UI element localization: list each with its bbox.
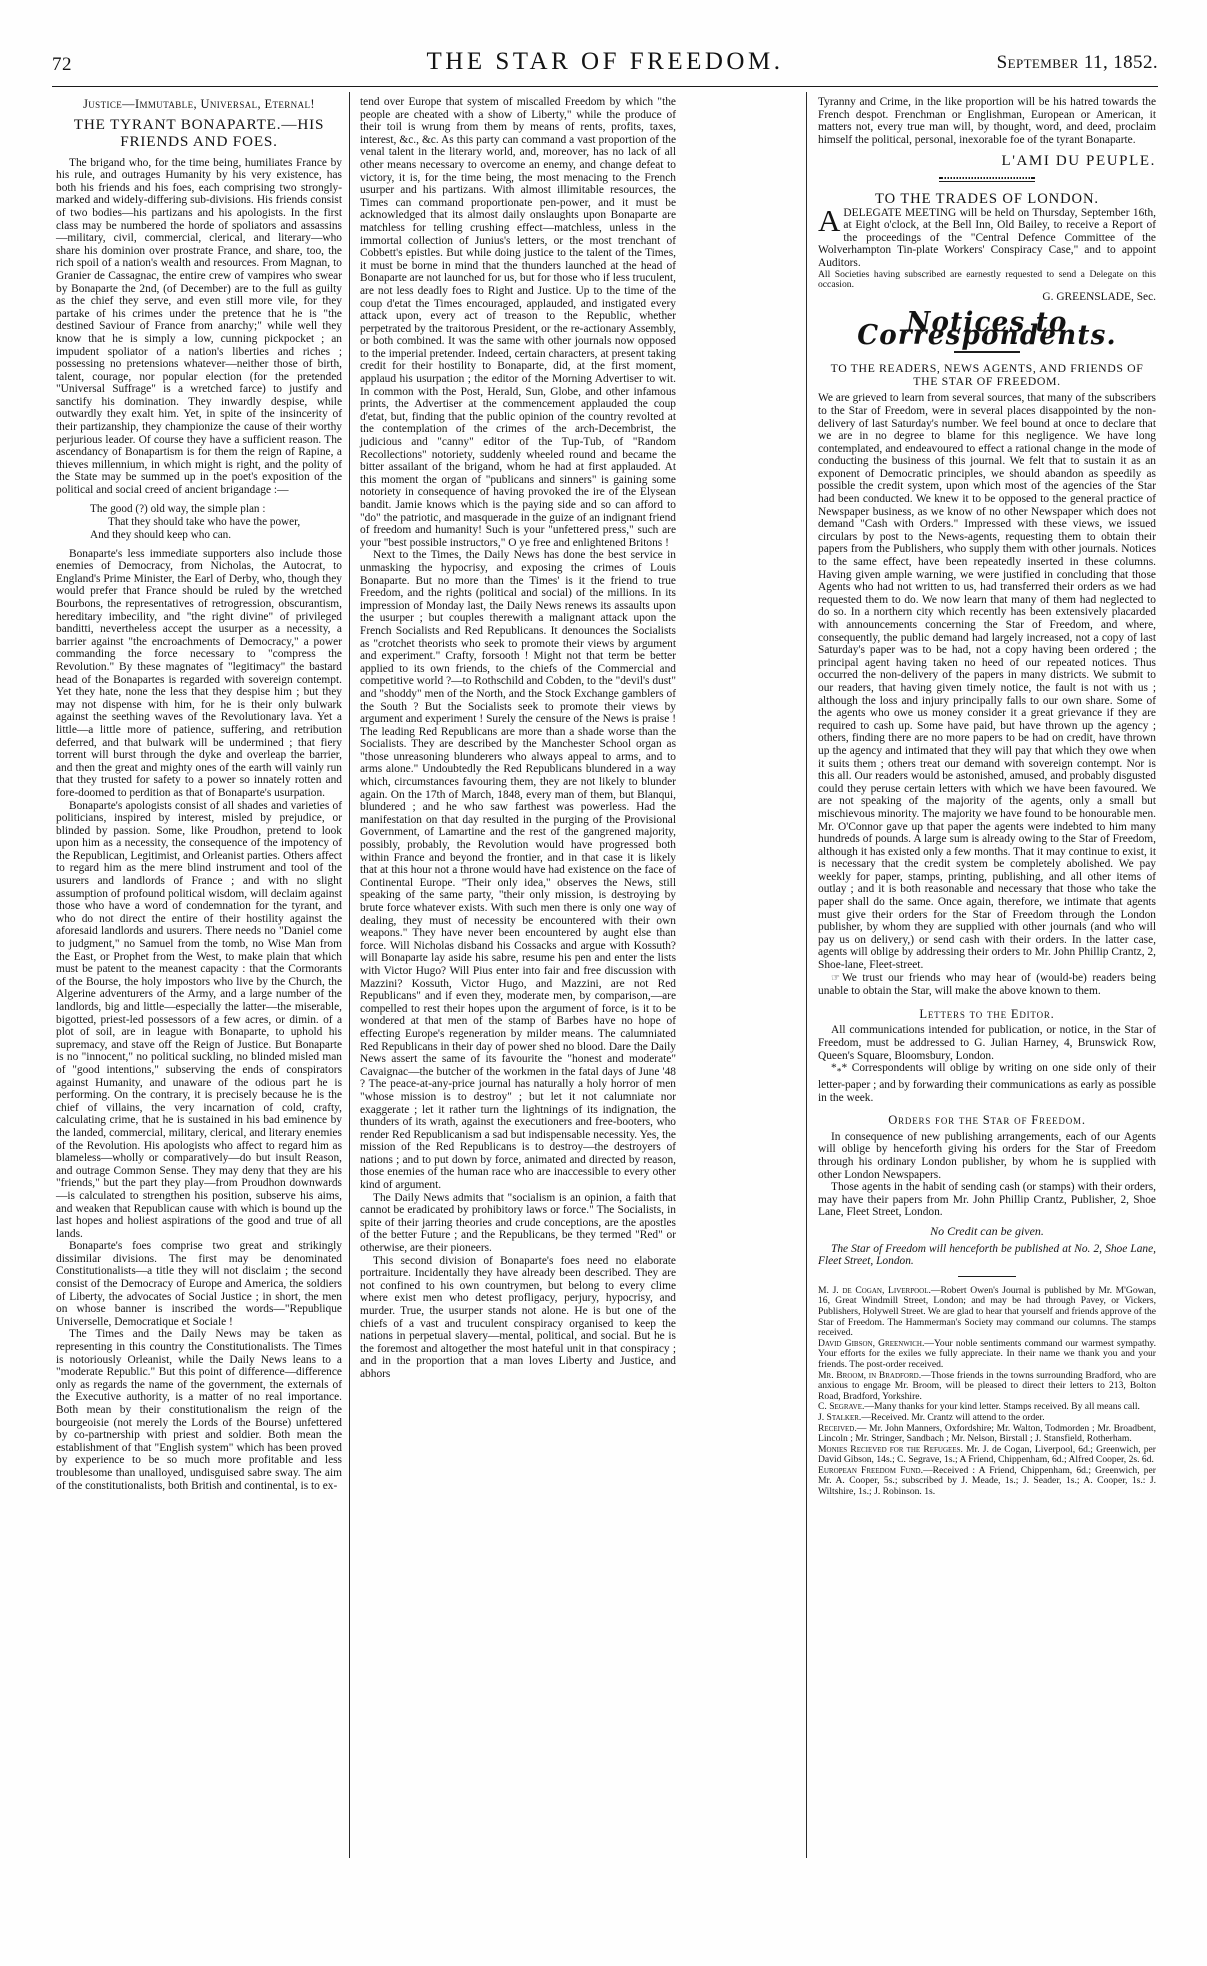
trades-notice-body <box>818 202 1156 270</box>
article-paragraph: The brigand who, for the time being, humiliates France by his rule, and outrages Humanity by his very existence, has both his friends and his foes, each comprising two strongly-marked and widely-differing sub-divisions. His friends consist of two bodies—his partizans and his apologists. In the first class may be numbered the horde of spoliators and assassins—military, civil, commercial, clerical, and literary—who share his dominion over prostrate France, and share, too, the rich spoil of a nation's wealth and resources. From Magnan, to Granier de Cassagnac, the entire crew of vampires who swear by Bonaparte the 2nd, (of December) are to the full as guilty as the chief they serve, and even still more vile, for they partake of his crimes under the pretence that he is "the destined Saviour of France from anarchy;" while well they know that he is simply a low, cunning pickpocket ; an impudent spoliator of a nation's liberties and riches ; possessing no pretensions whatever—neither those of birth, talent, courage, nor popular election (for the pretended "Universal Suffrage" is a wretched farce) to justify and sanctify his domination. They inwardly despise, while outwardly they exalt him. Yet, in spite of the insincerity of their partizanship, they championize the cause of their worthy perjurious leader. Of course they have a sufficient reason. The ascendancy of Bonapartism is for them the reign of Rapine, a thieves millennium, in which might is right, and the polity of the State may be summed up in the poet's exposition of the political and social creed of ancient brigandage :— <box>56 156 342 497</box>
trades-notice-signature: G. GREENSLADE, Sec. <box>1042 290 1156 303</box>
correspondent-text: — Mr. John Manners, Oxfordshire; Mr. Walton, Todmorden ; Mr. Broadbent, Lincoln ; Mr. Stringer, Sandbach ; Mr. Nelson, Birstall ; J. Stansfield, Rotherham. <box>818 1422 1156 1445</box>
asterism-icon: $*_**$ <box>831 1062 848 1078</box>
article-paragraph: Next to the Times, the Daily News has done the best service in unmasking the hypocrisy, and exposing the crimes of Louis Bonaparte. But no more than the Times' is it the friend to true Freedom, and the rights (political and social) of the millions. In its impression of Monday last, the Daily News renews its assaults upon the usurper ; but couples therewith a malignant attack upon the French Socialists and Red Republicans. It denounces the Socialists as "crotchet theorists who seek to promote their views by argument and experiment." Crafty, forsooth ! Might not that term be better applied to its own friends, to the chiefs of the Commercial and competitive world ?—to Rothschild and Cobden, to the "devil's dust" and "shoddy" men of the North, and the Stock Exchange gamblers of the South ? But the Socialists seek to promote their views by argument and experiment ! Surely the censure of the News is praise ! The leading Red Republicans are more than a shade worse than the Socialists. They are described by the Manchester School organ as "those unreasoning blunderers who always appeal to arms, and to arms alone." Undoubtedly the Red Republicans blundered in a way which, circumstances favouring them, they are not likely to blunder again. On the 17th of March, 1848, every man of them, but Blanqui, blundered ; and he who saw farthest was powerless. Had the manifestation on that day resulted in the purging of the Provisional Government, of Lamartine and the rest of the gangrened majority, possibly, probably, the Revolution would have progressed both within France and beyond the frontier, and in that case it is likely that at this hour not a throne would have had existence on the face of Continental Europe. "Their only idea," observes the News, still speaking of the same party, "their only mission, is destroying by brute force whatever exists. With such men there is only one way of dealing, they must of necessity be encountered with their own weapons." They have never been encountered by aught else than force. Will Nicholas disband his Cossacks and argue with Kossuth? will Bonaparte lay aside his sabre, resume his pen and enter the lists with Victor Hugo? Will Pius enter into fair and free discussion with Mazzini? Kossuth, Victor Hugo, and Mazzini, are not Red Republicans" and if even they, moderate men, by comparison,—are compelled to rest their hopes upon the argument of force, is it to be wondered at that men of the stamp of Barbes have no hope of effecting Europe's regeneration by milder means. The calumniated Red Republicans in their day of power shed no blood. Dare the Daily News assert the same of its favourite the "honest and moderate" Cavaignac—the butcher of the workmen in the fatal days of June '48 ? The peace-at-any-price journal has naturally a holy horror of men "whose mission is to destroy" ; but let it not calumniate nor exaggerate ; let it rather turn the lightnings of its indignation, the thunders of its wrath, against the executioners and free-booters, who render Red Republicanism a sad but indispensable necessity. Yes, the mission of the Red Republicans is to destroy—the destroyers of nations ; and to put down by force, animated and directed by reason, those enemies of the human race who are inaccessible to every other kind of argument. <box>360 549 676 1192</box>
correspondents-list <box>818 1286 1156 1498</box>
no-credit-notice: No Credit can be given. <box>930 1224 1044 1238</box>
correspondent-text: —Many thanks for your kind letter. Stamps received. By all means call. <box>864 1401 1140 1413</box>
newspaper-title: THE STAR OF FREEDOM. <box>426 48 784 75</box>
notice-paragraph: We are grieved to learn from several sources, that many of the subscribers to the Star of Freedom, were in several places disappointed by the non-delivery of last Saturday's number. We feel bound at once to declare that we are in no degree to blame for this negligence. We have long contemplated, and endeavoured to effect a rational change in the mode of conducting the business of this journal. We felt that to sustain it as an exponent of Democratic principles, we should abandon as speedily as possible the credit system, upon which most of the agencies of the Star had been conducted. We knew it to be opposed to the general practice of Newspaper business, as we know of no other Newspaper which does not demand "Cash with Orders." Impressed with these views, we issued circulars by post to the News-agents, requesting them to obtain their papers from the Publishers, who supply them with other journals. Notices to the same effect, have been repeatedly inserted in these columns. Having given ample warning, we were justified in concluding that those Agents who had not written to us, had transferred their orders as we had requested them to do. We now learn that many of them had neglected to do so. In a northern city which recently has been extensively placarded with announcements concerning the Star of Freedom, and where, consequently, the public demand had largely increased, not a copy of last Saturday's paper was to be had, not a copy having been ordered ; the principal agent having taken no heed of our repeated notices. Thus occurred the non-delivery of the papers in many districts. We submit to our readers, that having given timely notice, the fault is not with us ; although the loss and injury principally falls to our own share. Some of the agents who owe us money consider it a great grievance if they are required to cash up. Some have paid, but have thrown up the agency ; others, finding there are no more papers to be had on credit, have thrown up the agency and intimated that they will pay that which they owe when it suits them ; others treat our demand with sovereign contempt. Nor is this all. Our readers would be astonished, amused, and probably disgusted could they peruse certain letters with which we have been favoured. We are not speaking of the majority of the agents, only a small but mischievous minority. The majority we have found to be honourable men. Mr. O'Connor gave up that paper the agents were indebted to him many hundreds of pounds. A large sum is already owing to the Star of Freedom, although it has existed only a few months. That it may continue to exist, it is necessary that the credit system be completely abolished. We pay weekly for paper, stamps, printing, publishing, and all other items of outlay ; and it is both reasonable and necessary that those who take the paper shall do the same. Once again, therefore, we intimate that agents must give their orders for the Star of Freedom through the London publisher, by whom they are supplied with other journals (and who will pay us on delivery,) or send cash with their orders. In the latter case, agents will oblige by addressing their orders to Mr. John Phillip Crantz, 2, Shoe-lane, Fleet-street. <box>818 392 1156 972</box>
issue-date: September 11, 1852. <box>996 52 1158 73</box>
column-divider-1 <box>349 92 350 1858</box>
correspondent-name: M. J. de Cogan, Liverpool. <box>818 1284 931 1296</box>
correspondent-name: J. Stalker. <box>818 1411 862 1423</box>
notices-to-correspondents-title: Notices to Correspondents. <box>857 307 1117 351</box>
verse-line: That they should take who have the power, <box>108 515 301 528</box>
trades-notice-text: DELEGATE MEETING will be held on Thursday, September 16th, at Eight o'clock, at the Bell Inn, Old Bailey, to receive a Report of the proceedings of the "Central Defence Committee of the Wolverhampton Tin-plate Workers' Conspiracy Case," and to appoint Auditors. <box>818 206 1156 269</box>
correspondent-name: David Gibson, Greenwich. <box>818 1337 925 1349</box>
notice-paragraph: ☞ We trust our friends who may hear of (would-be) readers being unable to obtain the Star, will make the above known to them. <box>818 972 1156 998</box>
correspondent-text: —Received : A Friend, Chippenham, 6d.; Greenwich, per Mr. A. Cooper, 5s.; subscribed by J. Meade, 1s.; J. Seader, 1s.; A. Cooper, 1s.: J. Wiltshire, 1s.; J. Robinson. 1s. <box>818 1464 1156 1498</box>
article-paragraph: The Daily News admits that "socialism is an opinion, a faith that cannot be eradicated by prohibitory laws or force." The Socialists, in spite of their jarring theories and crude conceptions, are the apostles of the better Future ; and the Republicans, be they termed "Red" or otherwise, are their pioneers. <box>360 1191 676 1255</box>
column-two <box>360 96 676 1381</box>
correspondent-entry <box>818 1424 1156 1445</box>
article-paragraph: This second division of Bonaparte's foes need no elaborate portraiture. Incidentally they have already been described. They are not confined to his own countrymen, but belong to every clime where exist men who detest profligacy, perjury, hypocrisy, and murder. True, the usurper stands not alone. He is but one of the chiefs of a vast and truculent conspiracy organised to keep the nations in perpetual slavery—mental, political, and social. But he is the foremost and altogether the most hateful unit in that conspiracy ; and in the proportion that a man loves Liberty and Justice, and abhors <box>360 1254 676 1380</box>
notices-addressee: TO THE READERS, NEWS AGENTS, AND FRIENDS OF THE STAR OF FREEDOM. <box>830 360 1144 388</box>
letters-to-editor-note <box>818 1062 1156 1104</box>
correspondent-entry <box>818 1371 1156 1403</box>
article-paragraph: Tyranny and Crime, in the like proportion will be his hatred towards the French despot. Frenchman or Englishman, European or American, it matters not, every true man will, by thought, word, and deed, proclaim himself the political, personal, inexorable foe of the tyrant Bonaparte. <box>818 96 1156 146</box>
orders-heading: Orders for the Star of Freedom. <box>888 1113 1086 1128</box>
page-folio-number: 72 <box>52 54 72 75</box>
verse-line: And they should keep who can. <box>90 528 232 541</box>
correspondent-name: C. Segrave. <box>818 1401 865 1413</box>
verse-quotation <box>56 503 342 542</box>
column-one-kicker: Justice—Immutable, Universal, Eternal! <box>83 97 315 111</box>
correspondent-text: —Those friends in the towns surrounding Bradford, who are anxious to engage Mr. Broom, will be pleased to direct their letters to 213, Bolton Road, Bradford, Yorkshire. <box>818 1369 1156 1402</box>
article-paragraph: Bonaparte's less immediate supporters also include those enemies of Democracy, from Nicholas, the Autocrat, to England's Prime Minister, the Earl of Derby, who, though they would prefer that France should be ruled by the wretched Bourbons, the representatives of retrogression, obscurantism, hereditary imbecility, and "the right divine" of privileged banditti, nevertheless accept the usurper as a necessity, a barrier against "the encroachments of Democracy," a power commanding the force necessary to "compress the Revolution." By these magnates of "legitimacy" the bastard head of the Bonapartes is regarded with sovereign contempt. Yet they hate, none the less that they despise him ; but they may not dispense with him, for he is their only bulwark against the seething waves of the Revolutionary lava. Yet a little—a little more of patience, suffering, and retribution deferred, and that bulwark will be undermined ; that fiery torrent will burst through the dyke and overleap the barrier, and then the great and mighty ones of the earth will vainly run that they trusted for safety to a power so innately rotten and fore-doomed to perdition as that of Bonaparte's usurpation. <box>56 547 342 799</box>
column-one <box>56 96 342 1492</box>
correspondent-text: —Your noble sentiments command our warmest sympathy. Your efforts for the exiles we fully appreciate. In their name we thank you and your friends. The post-order received. <box>818 1337 1157 1370</box>
correspondent-entry <box>818 1286 1156 1339</box>
orders-paragraph: In consequence of new publishing arrangements, each of our Agents will oblige by henceforth giving his orders for the Star of Freedom through his ordinary London publisher, by whom he is supplied with other London Newspapers. <box>818 1130 1156 1181</box>
section-rule <box>958 1276 1016 1277</box>
drop-cap-A: A <box>818 202 841 238</box>
letters-to-editor-heading: Letters to the Editor. <box>919 1006 1055 1021</box>
correspondent-entry <box>818 1466 1156 1498</box>
publication-address-notice: The Star of Freedom will henceforth be published at No. 2, Shoe Lane, Fleet Street, London. <box>818 1242 1156 1268</box>
ornament-divider <box>939 177 1035 183</box>
correspondent-entry <box>818 1339 1156 1371</box>
correspondent-text: —Robert Owen's Journal is published by Mr. M'Gowan, 16, Great Windmill Street, London; and may be had through Pavey, or Vickers, Publishers, Holywell Street. We are glad to hear that yourself and friends approve of the Star of Freedom. The Hammerman's Society may command our columns. The stamps received. <box>818 1284 1156 1339</box>
correspondent-name: Monies Recieved for the Refugees. <box>818 1443 963 1455</box>
notices-body <box>818 392 1156 998</box>
column-divider-2 <box>806 92 807 1858</box>
column-three <box>818 96 1156 1498</box>
letters-note-text: Correspondents will oblige by writing on one side only of their letter-paper ; and by forwarding their communications as early as possible in the week. <box>818 1062 1156 1104</box>
article-paragraph: The Times and the Daily News may be taken as representing in this country the Constitutionalists. The Times is notoriously Orleanist, while the Daily News leans to a "moderate Republic." But this point of difference—difference only as regards the name of the government, the externals of the Executive authority, is a matter of no real importance. Both mean by their constitutionalism the reign of the bourgeoisie (not merely the Lords of the Bourse) unfettered by co-partnership with priest and soldier. Both mean the establishment of that "English system" which has been proved by experience to be so much more profitable and less troublesome than unalloyed, undisguised sabre sway. The aim of the constitutionalists, both British and continental, is to ex- <box>56 1328 342 1492</box>
correspondent-name: Received. <box>818 1422 857 1434</box>
article-headline: THE TYRANT BONAPARTE.—HIS FRIENDS AND FOES. <box>73 115 325 150</box>
correspondent-name: Mr. Broom, in Bradford. <box>818 1369 922 1381</box>
correspondent-entry <box>818 1445 1156 1466</box>
correspondent-text: Mr. J. de Cogan, Liverpool, 6d.; Greenwich, per David Gibson, 14s.; C. Segrave, 1s.; A Friend, Chippenham, 6d.; Alfred Cooper, 2s. 6d. <box>818 1443 1156 1466</box>
orders-paragraph: Those agents in the habit of sending cash (or stamps) with their orders, may have their papers from Mr. John Phillip Crantz, Publisher, 2, Shoe Lane, Fleet Street, London. <box>818 1181 1156 1219</box>
masthead-rule <box>52 86 1158 87</box>
trades-notice-body-2: All Societies having subscribed are earnestly requested to send a Delegate on this occasion. <box>818 268 1156 291</box>
correspondent-text: —Received. Mr. Crantz will attend to the order. <box>861 1411 1045 1423</box>
article-signature: L'AMI DU PEUPLE. <box>1001 153 1156 170</box>
article-paragraph: Bonaparte's foes comprise two great and strikingly dissimilar divisions. The first may be denominated Constitutionalists—a title they will not disclaim ; the second consist of the Democracy of Europe and America, the soldiers of Liberty, the advocates of Social Justice ; in short, the men on whose banner is inscribed the words—"Republique Universelle, Democratique et Sociale ! <box>56 1240 342 1328</box>
letters-to-editor-body: All communications intended for publication, or notice, in the Star of Freedom, must be addressed to G. Julian Harney, 4, Brunswick Row, Queen's Square, Bloomsbury, London. <box>818 1024 1156 1062</box>
article-paragraph: tend over Europe that system of miscalled Freedom by which "the people are cheated with a show of Liberty," while the produce of their toil is wrung from them by means of rents, profits, taxes, interest, &c., &c. As this party can command a vast proportion of the venal talent in the literary world, and, moreover, has no lack of all other means necessary to overcome an enemy, and change defeat to victory, it is, for the time being, the most menacing to the French usurper and his partizans. With almost illimitable resources, the Times can command proportionate pen-power, and it must be acknowledged that its almost daily onslaughts upon Bonaparte are matchless for telling crushing effect—matchless, unless in the immortal collection of Junius's letters, or the most trenchant of Cobbett's epistles. But while doing justice to the talent of the Times, it must be borne in mind that the thunders launched at the head of Bonaparte are not launched for us, but for those who if less truculent, are not less deadly foes to Right and Justice. Up to the time of the coup d'etat the Times encouraged, applauded, and instigated every attack upon, every act of treason to the Republic, whether perpetrated by the traitorous President, or the re-actionary Assembly, or both combined. It was the same with other journals now opposed to the imperial pretender. Indeed, certain characters, at present taking credit for their hostility to Bonaparte, did, at the first moment, applaud his usurpation ; the editor of the Morning Advertiser to wit. In common with the Post, Herald, Sun, Globe, and other infamous prints, the Advertiser at the commencement applauded the coup d'etat, but, finding that the public opinion of the country revolted at the contemplation of the crimes of the arch-Decembrist, the judicious and "canny" editor of the Tup-Tub, of "Random Recollections" notoriety, suddenly wheeled round and became the bitter assailant of the brigand, whom he had at first applauded. At this moment the organ of "publicans and sinners" is gaining some notoriety in consequence of having provoked the ire of the Elysean bandit. Jamie knows which is the paying side and so can afford to "do" the patriotic, and masquerade in the guize of an indignant friend of freedom and humanity! Such is your "unfettered press," such are your "best possible instructors," O ye free and enlightened Britons ! <box>360 96 676 549</box>
article-paragraph: Bonaparte's apologists consist of all shades and varieties of politicians, inspired by interest, misled by prejudice, or blinded by passion. Some, like Proudhon, pretend to look upon him as a necessity, the consequence of the impotency of the Republican, Legitimist, and Orleanist parties. Others affect to regard him as the mere blind instrument and tool of the usurers and landlords of France ; and with no slight assumption of profound political wisdom, will declaim against those who have a word of condemnation for the tyrant, and who do not direct the entire of their hostility against the aforesaid landlords and usurers. There needs no "Daniel come to judgment," no Samuel from the tomb, no Wise Man from the East, or Prophet from the West, to make plain that which must be patent to the meanest capacity : that the Cormorants of the Bourse, the holy impostors who live by the Church, the Algerine adventurers of the Army, and a large number of the landlords, big and little—especially the latter—the miserable, bigotted, priest-led possessors of a few acres, or dimin. of a plot of soil, are in league with Bonaparte, to uphold his supremacy, and stave off the Reign of Justice. But Bonaparte is no "innocent," no political suckling, no blinded misled man of "good intentions," subserving the ends of conspirators against Humanity, and unaware of the odious part he is performing. On the contrary, it is precisely because he is the chief of villains, the very incarnation of cold, crafty, calculating crime, that he is sustained in his bad eminence by the landed, commercial, military, clerical, and literary enemies of the Revolution. His apologists who affect to regard him as blameless—wholly or comparatively—do but insult Reason, and outrage Common Sense. They may deny that they are his "friends," but the part they play—from Proudhon downwards—is calculated to strengthen his position, subserve his aims, and weaken that Republican cause with which is bound up the last hopes and holiest aspirations of the good and true of all lands. <box>56 799 342 1240</box>
masthead <box>52 46 1158 80</box>
verse-line: The good (?) old way, the simple plan : <box>90 502 266 515</box>
trades-notice-heading: TO THE TRADES OF LONDON. <box>875 190 1099 207</box>
correspondent-name: European Freedom Fund. <box>818 1464 923 1476</box>
